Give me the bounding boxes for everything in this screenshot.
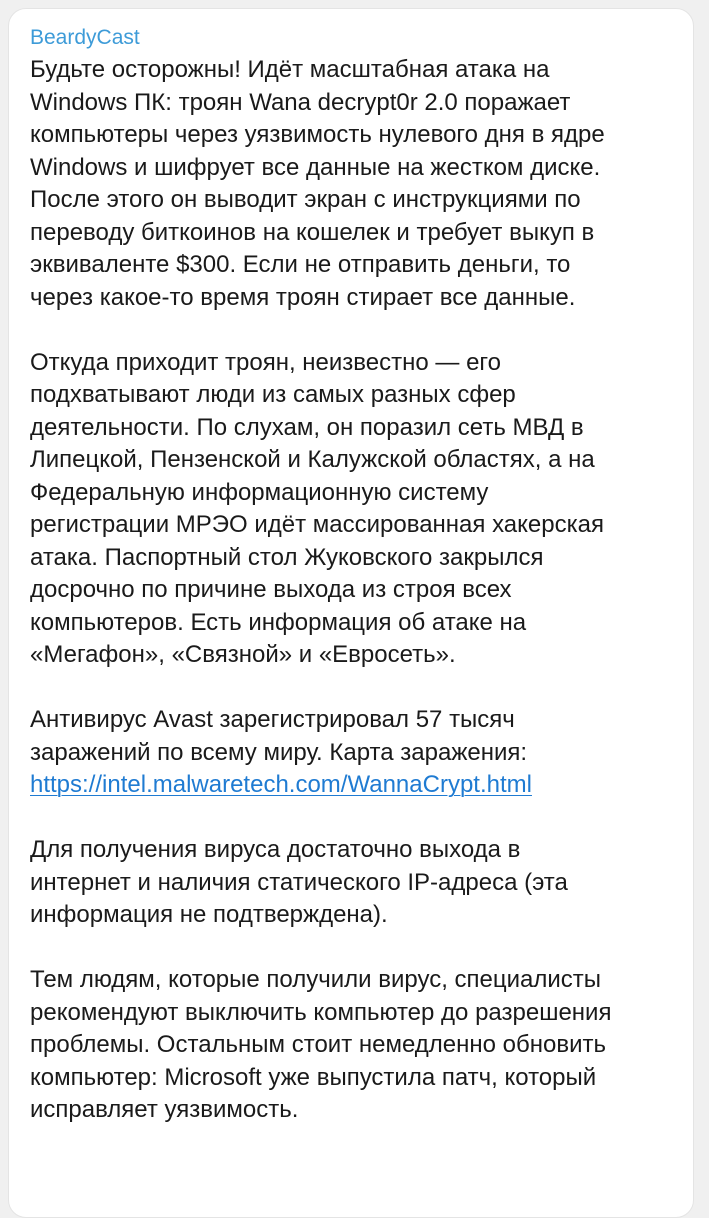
- text-line: Антивирус Avast зарегистрировал 57 тысяч: [30, 706, 515, 733]
- text-line: компьютеров. Есть информация об атаке на: [30, 608, 527, 636]
- text-line: «Мегафон», «Связной» и «Евросеть».: [30, 641, 456, 668]
- message-text: [30, 54, 696, 1159]
- message-paragraph: [30, 347, 696, 672]
- text-line: Откуда приходит троян, неизвестно — его: [30, 348, 501, 376]
- text-line: заражений по всему миру. Карта заражения:: [30, 738, 528, 766]
- text-line: регистрации МРЭО идёт массированная хакерская: [30, 511, 604, 538]
- message-bubble: [8, 8, 694, 1218]
- text-line: Для получения вируса достаточно выхода в: [30, 836, 521, 863]
- message-paragraph: [30, 834, 696, 932]
- text-line-link: [30, 769, 696, 802]
- message-paragraph: [30, 704, 696, 802]
- text-line: информация не подтверждена).: [30, 901, 388, 928]
- text-line: рекомендуют выключить компьютер до разрешения: [30, 998, 612, 1026]
- message-paragraph: [30, 54, 696, 314]
- text-line: После этого он выводит экран с инструкциями по: [30, 186, 581, 213]
- text-line: интернет и наличия статического IP-адреса (эта: [30, 868, 568, 896]
- text-line: переводу биткоинов на кошелек и требует выкуп в: [30, 218, 595, 246]
- text-line: эквиваленте $300. Если не отправить деньги, то: [30, 251, 571, 278]
- text-line: проблемы. Остальным стоит немедленно обновить: [30, 1031, 606, 1058]
- text-line: исправляет уязвимость.: [30, 1096, 299, 1123]
- text-line: досрочно по причине выхода из строя всех: [30, 576, 512, 603]
- channel-name[interactable]: BeardyCast: [30, 26, 140, 49]
- text-line: Липецкой, Пензенской и Калужской областях, а на: [30, 446, 595, 473]
- text-line: компьютеры через уязвимость нулевого дня в ядре: [30, 121, 605, 148]
- text-line: Тем людям, которые получили вирус, специалисты: [30, 966, 602, 993]
- text-line: подхватывают люди из самых разных сфер: [30, 381, 516, 408]
- text-line: компьютер: Microsoft уже выпустила патч, который: [30, 1063, 597, 1091]
- text-line: Windows ПК: троян Wana decrypt0r 2.0 поражает: [30, 88, 571, 116]
- text-line: через какое-то время троян стирает все данные.: [30, 283, 576, 311]
- message-paragraph: [30, 964, 696, 1127]
- infection-map-link[interactable]: https://intel.malwaretech.com/WannaCrypt.html: [30, 771, 532, 798]
- text-line: Windows и шифрует все данные на жестком диске.: [30, 153, 601, 181]
- text-line: деятельности. По слухам, он поразил сеть МВД в: [30, 413, 584, 441]
- text-line: атака. Паспортный стол Жуковского закрылся: [30, 543, 544, 571]
- text-line: Будьте осторожны! Идёт масштабная атака на: [30, 56, 550, 83]
- text-line: Федеральную информационную систему: [30, 478, 489, 506]
